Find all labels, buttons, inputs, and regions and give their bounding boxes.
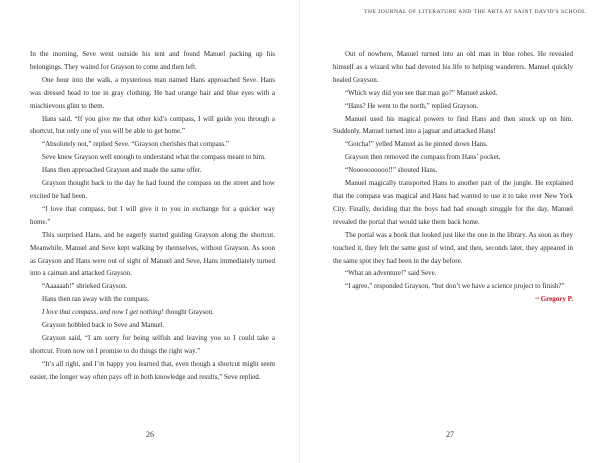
running-head: THE JOURNAL OF LITERATURE AND THE ARTS AT SAINT DAVID'S SCHOOL xyxy=(364,9,586,15)
thought-tag: thought Grayson. xyxy=(163,308,214,317)
page-number-left: 26 xyxy=(146,430,154,439)
right-page xyxy=(300,0,600,463)
paragraph: “Hans? He went to the north,” replied Grayson. xyxy=(345,101,479,110)
paragraph: In the morning, Seve went outside his tent and found Manuel packing up his belongings. They waited for Grayson to come and then left. xyxy=(30,50,275,71)
thought-italic: I love that compass, and now I get nothing! xyxy=(42,308,164,317)
paragraph: “What an adventure!” said Seve. xyxy=(345,269,437,278)
paragraph: “Gotcha!” yelled Manuel as he pinned down Hans. xyxy=(345,140,488,149)
paragraph: Hans then approached Grayson and made the same offer. xyxy=(42,166,202,175)
author-signature: ~ Gregory P. xyxy=(535,295,573,304)
thought-paragraph xyxy=(30,306,275,319)
paragraph: This surprised Hans, and he eagerly started guiding Grayson along the shortcut. Meanwhile, Manuel and Seve kept walking by themselves, without Grayson. As soon as Grayson and Hans were out of sight of Manuel and Seve, Hans immediately turned into a caiman and attacked Grayson. xyxy=(30,230,275,278)
paragraph: Out of nowhere, Manuel turned into an old man in blue robes. He revealed himself as a wizard who had devoted his life to helping wanderers. Manuel quickly healed Grayson. xyxy=(333,50,573,84)
paragraph: Grayson thought back to the day he had found the compass on the street and how excited he had been. xyxy=(30,179,275,200)
paragraph: “Aaaaaah!” shrieked Grayson. xyxy=(42,282,128,291)
paragraph: Manuel used his magical powers to find Hans and then snuck up on him. Suddenly, Manuel turned into a jaguar and attacked Hans! xyxy=(333,114,573,136)
page-number-right: 27 xyxy=(446,430,454,439)
paragraph: “It’s all right, and I’m happy you learned that, even though a shortcut might seem easier, the longer way often pays off in both knowledge and results,” Seve replied. xyxy=(30,359,275,381)
paragraph: “Noooooooooo!!” shouted Hans. xyxy=(345,166,438,175)
left-page-body xyxy=(30,48,275,384)
paragraph: Hans said, “If you give me that other kid’s compass, I will guide you through a shortcut, but only one of you will be able to get home.” xyxy=(30,114,275,136)
paragraph: Hans then ran away with the compass. xyxy=(42,295,150,304)
paragraph: The portal was a book that looked just like the one in the library. As soon as they touched it, they felt the same gust of wind, and then, seconds later, they appeared in the same spot they had been in the day before. xyxy=(333,230,573,265)
paragraph: Grayson said, “I am sorry for being selfish and leaving you so I could take a shortcut. From now on I promise to do things the right way.” xyxy=(30,333,275,355)
paragraph: Grayson hobbled back to Seve and Manuel. xyxy=(42,321,165,330)
paragraph: Seve knew Grayson well enough to understand what the compass meant to him. xyxy=(42,153,266,162)
paragraph: Manuel magically transported Hans to another part of the jungle. He explained that the compass was magical and Hans had wanted to use it to take over New York City. Finally, deciding that the boys had had enough struggle for the day, Manuel revealed the portal that would take them back home. xyxy=(333,179,573,226)
paragraph: Grayson then removed the compass from Hans’ pocket. xyxy=(345,153,501,162)
paragraph: “Absolutely not,” replied Seve. “Grayson cherishes that compass.” xyxy=(42,140,230,149)
right-page-body xyxy=(333,48,573,306)
paragraph: One hour into the walk, a mysterious man named Hans approached Seve. Hans was dressed head to toe in gray clothing. He had orange hair and blue eyes with a mischievous glint to them. xyxy=(30,75,275,110)
paragraph: “I love that compass, but I will give it to you in exchange for a quicker way home.” xyxy=(30,204,275,226)
paragraph: “I agree,” responded Grayson, “but don’t we have a science project to finish?” xyxy=(345,282,565,291)
paragraph: “Which way did you see that man go?” Manuel asked. xyxy=(345,88,498,97)
